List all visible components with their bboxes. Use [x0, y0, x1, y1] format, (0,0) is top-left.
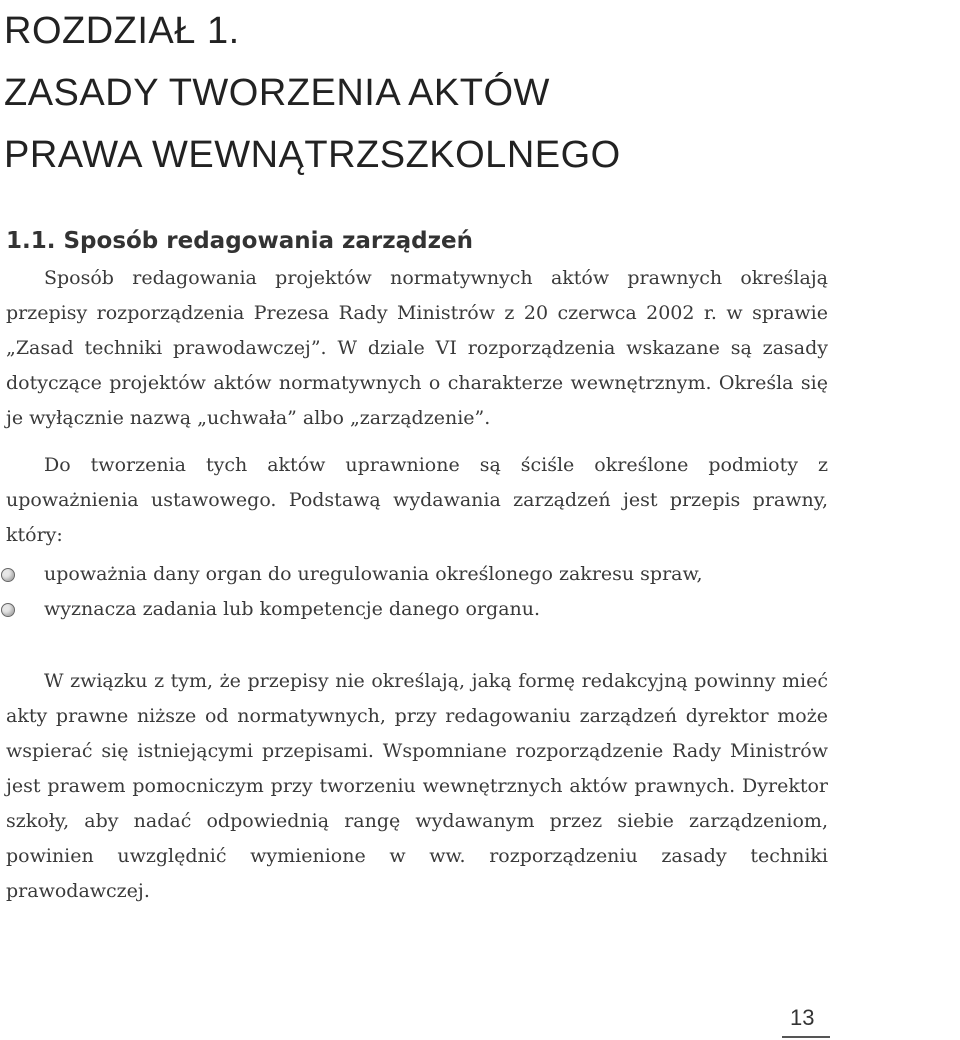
chapter-heading-line: ZASADY TWORZENIA AKTÓW	[4, 72, 550, 114]
bullet-list	[0, 557, 703, 627]
list-item-text: wyznacza zadania lub kompetencje danego organu.	[44, 598, 541, 620]
chapter-heading-line: ROZDZIAŁ 1.	[4, 10, 240, 52]
section-title: 1.1. Sposób redagowania zarządzeń	[6, 228, 474, 254]
paragraph-block	[6, 261, 828, 436]
paragraph-block	[6, 664, 828, 909]
paragraph: Sposób redagowania projektów normatywnych aktów prawnych określają przepisy rozporządzenia Prezesa Rady Ministrów z 20 czerwca 2002 r. w sprawie „Zasad techniki prawodawczej”. W dziale VI rozporządzenia wskazane są zasady dotyczące projektów aktów normatywnych o charakterze wewnętrznym. Określa się je wyłącznie nazwą „uchwała” albo „zarządzenie”.	[6, 267, 828, 429]
list-item	[0, 557, 703, 592]
paragraph: W związku z tym, że przepisy nie określają, jaką formę redakcyjną powinny mieć akty prawne niższe od normatywnych, przy redagowaniu zarządzeń dyrektor może wspierać się istniejącymi przepisami. Wspomniane rozporządzenie Rady Ministrów jest prawem pomocniczym przy tworzeniu wewnętrznych aktów prawnych. Dyrektor szkoły, aby nadać odpowiednią rangę wydawanym przez siebie zarządzeniom, powinien uwzględnić wymienione w ww. rozporządzeniu zasady techniki prawodawczej.	[6, 670, 828, 902]
paragraph-block	[6, 448, 828, 553]
page-number-underline	[782, 1036, 830, 1038]
page-number: 13	[790, 1005, 815, 1030]
chapter-heading-line: PRAWA WEWNĄTRZSZKOLNEGO	[4, 134, 621, 176]
bullet-icon	[1, 568, 15, 582]
chapter-heading	[4, 0, 621, 186]
paragraph: Do tworzenia tych aktów uprawnione są ściśle określone podmioty z upoważnienia ustawowego. Podstawą wydawania zarządzeń jest przepis prawny, który:	[6, 454, 828, 546]
bullet-icon	[1, 603, 15, 617]
list-item-text: upoważnia dany organ do uregulowania określonego zakresu spraw,	[44, 563, 703, 585]
list-item	[0, 592, 703, 627]
